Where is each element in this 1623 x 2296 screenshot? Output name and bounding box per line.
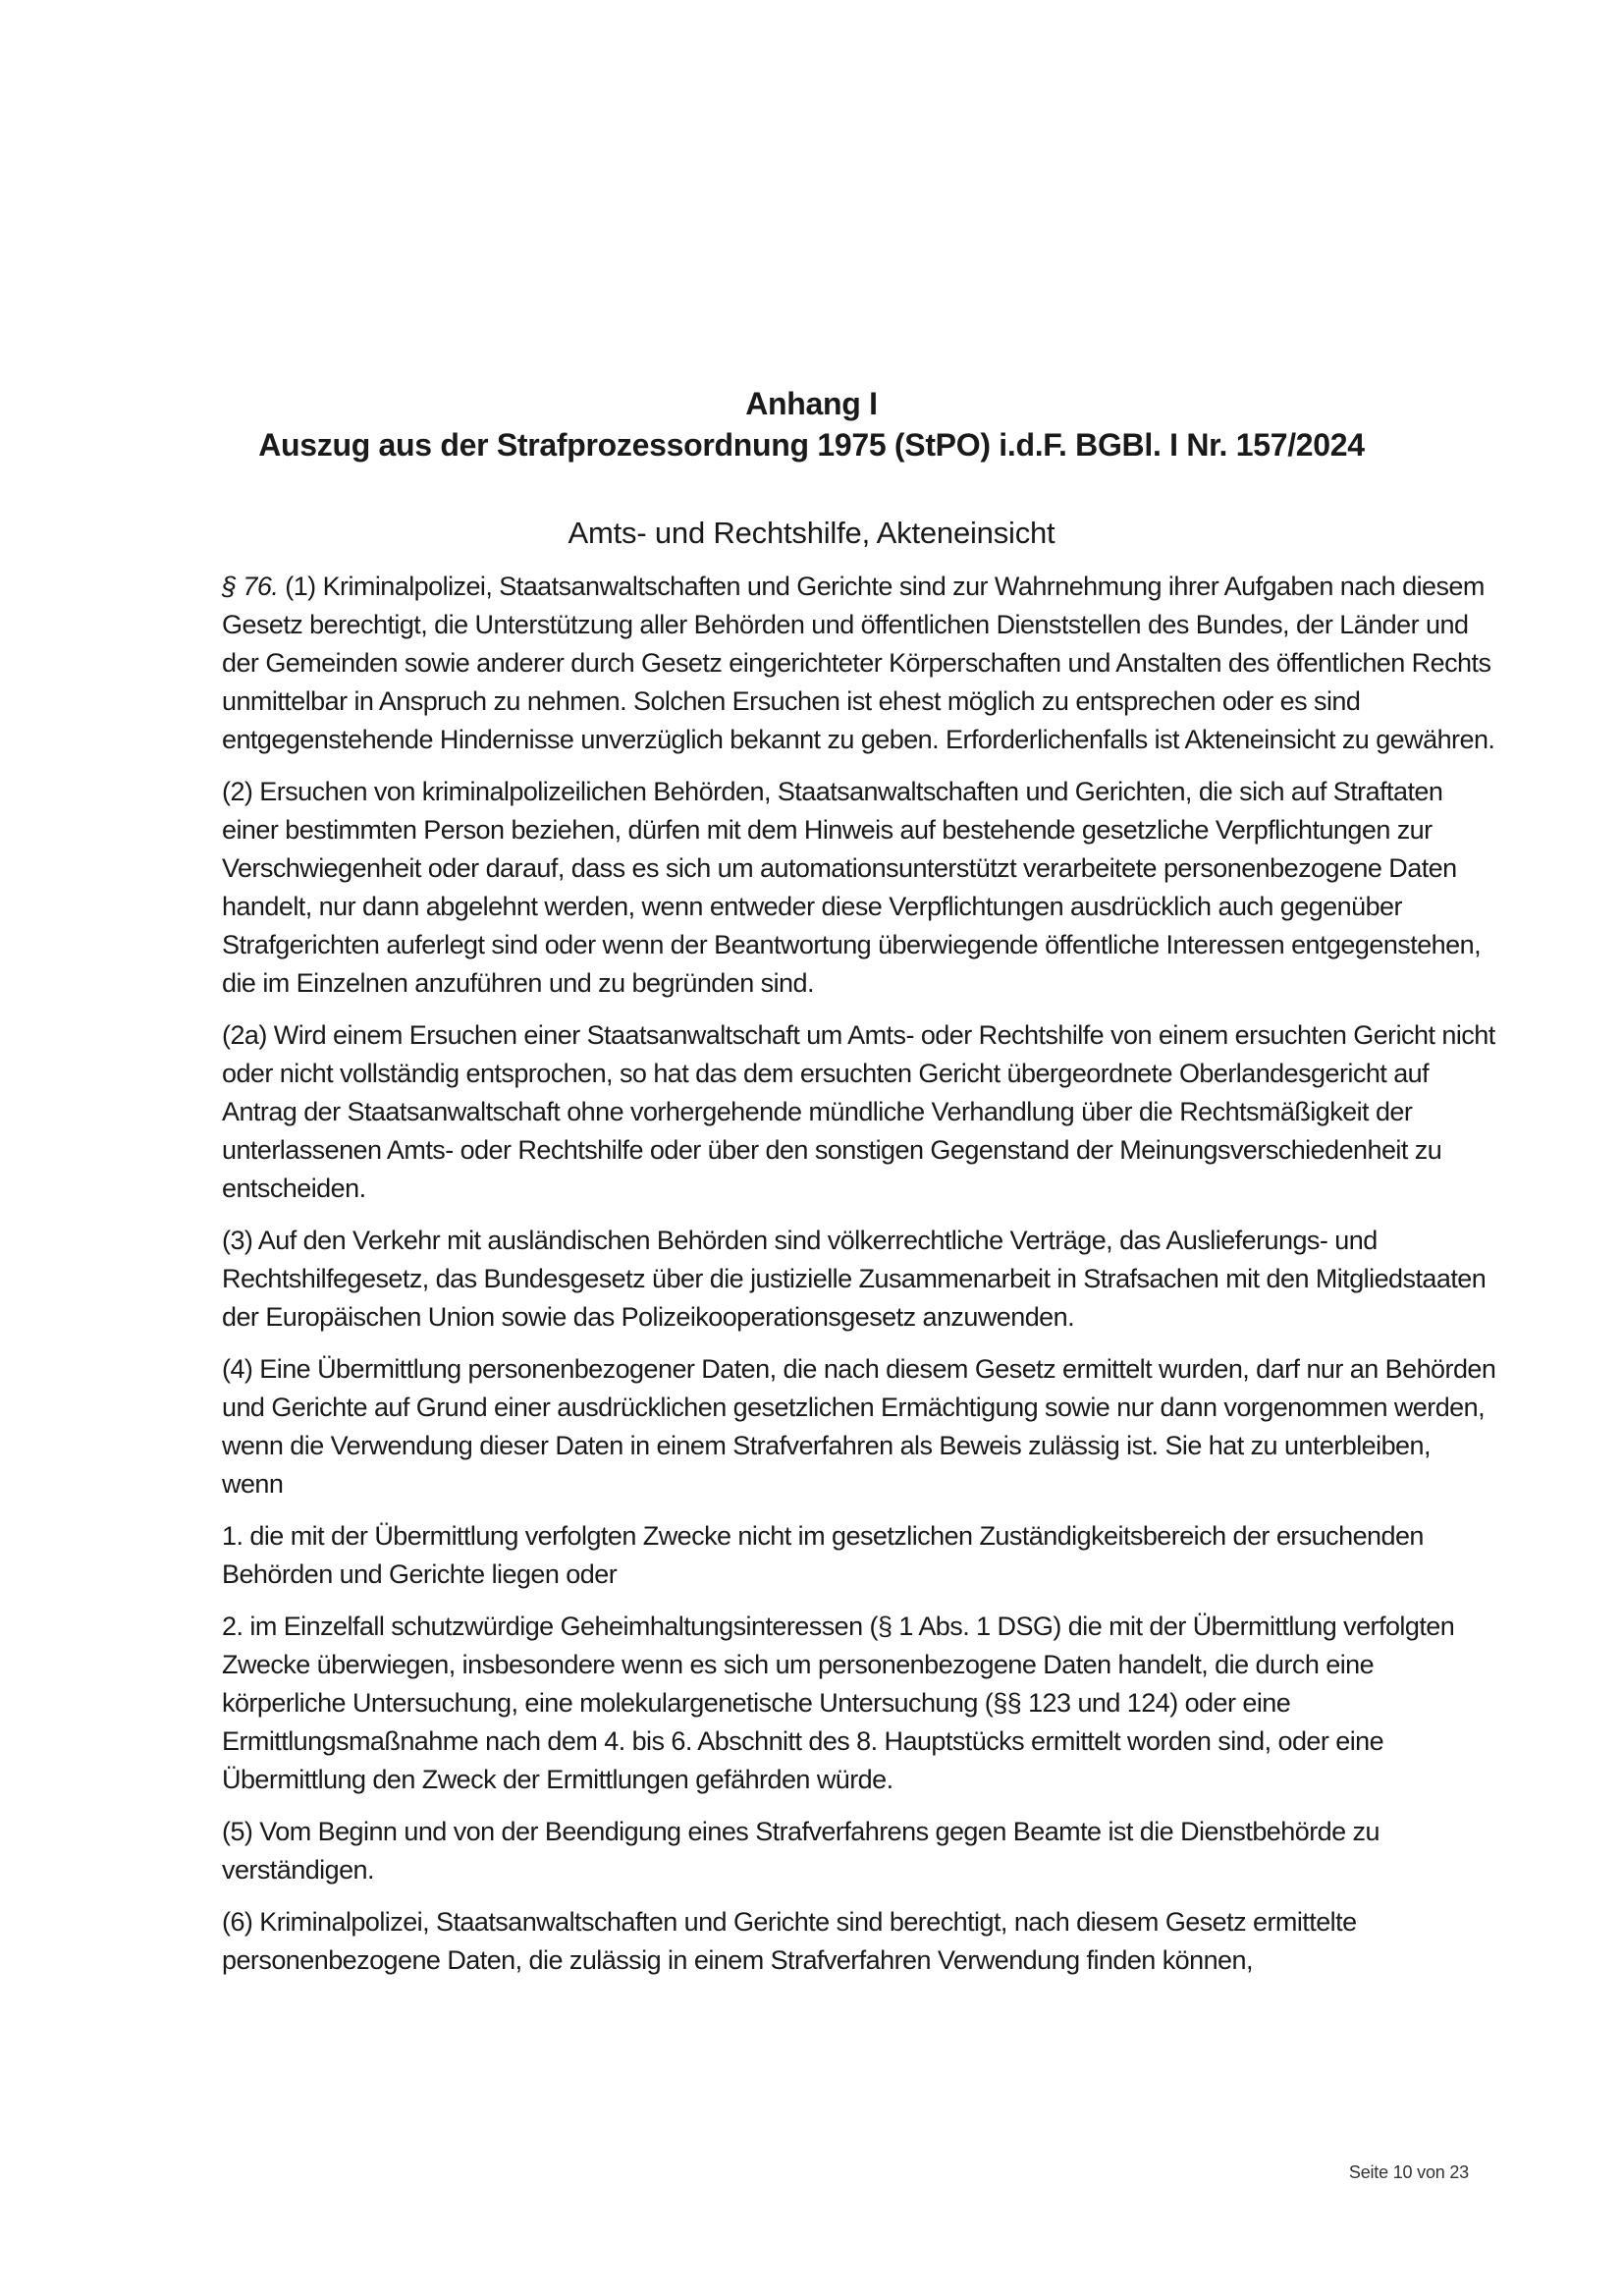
page-number: Seite 10 von 23 bbox=[1348, 2162, 1469, 2182]
list-item-1 bbox=[222, 1517, 1498, 1594]
list-item-2 bbox=[222, 1608, 1498, 1799]
paragraph-text: (1) Kriminalpolizei, Staatsanwaltschaften und Gerichte sind zur Wahrnehmung ihrer Aufgaben nach diesem Gesetz berechtigt, die Unterstützung aller Behörden und öffentlichen Dienststellen des Bundes, der Länder und der Gemeinden sowie anderer durch Gesetz eingerichteter Körperschaften und Anstalten des öffentlichen Rechts unmittelbar in Anspruch zu nehmen. Solchen Ersuchen ist ehest möglich zu entsprechen oder es sind entgegenstehende Hindernisse unverzüglich bekannt zu geben. Erforderlichenfalls ist Akteneinsicht zu gewähren. bbox=[222, 572, 1495, 754]
paragraph-76-2 bbox=[222, 773, 1498, 1003]
paragraph-text: (2) Ersuchen von kriminalpolizeilichen Behörden, Staatsanwaltschaften und Gerichten, die sich auf Straftaten einer bestimmten Person beziehen, dürfen mit dem Hinweis auf bestehende gesetzliche Verpflichtungen zur Verschwiegenheit oder darauf, dass es sich um automationsunterstützt verarbeitete personenbezogene Daten handelt, nur dann abgelehnt werden, wenn entweder diese Verpflichtungen ausdrücklich auch gegenüber Strafgerichten auferlegt sind oder wenn der Beantwortung überwiegende öffentliche Interessen entgegenstehen, die im Einzelnen anzuführen und zu begründen sind. bbox=[222, 777, 1482, 998]
paragraph-text: (2a) Wird einem Ersuchen einer Staatsanwaltschaft um Amts- oder Rechtshilfe von einem ersuchten Gericht nicht oder nicht vollständig entsprochen, so hat das dem ersuchten Gericht übergeordnete Oberlandesgericht auf Antrag der Staatsanwaltschaft ohne vorhergehende mündliche Verhandlung über die Rechtsmäßigkeit der unterlassenen Amts- oder Rechtshilfe oder über den sonstigen Gegenstand der Meinungsverschiedenheit zu entscheiden. bbox=[222, 1020, 1495, 1203]
section-heading: Amts- und Rechtshilfe, Akteneinsicht bbox=[568, 516, 1055, 550]
paragraph-text: 2. im Einzelfall schutzwürdige Geheimhaltungsinteressen (§ 1 Abs. 1 DSG) die mit der Übermittlung verfolgten Zwecke überwiegen, insbesondere wenn es sich um personenbezogene Daten handelt, die durch eine körperliche Untersuchung, eine molekulargenetische Untersuchung (§§ 123 und 124) oder eine Ermittlungsmaßnahme nach dem 4. bis 6. Abschnitt des 8. Hauptstücks ermittelt worden sind, oder eine Übermittlung den Zweck der Ermittlungen gefährden würde. bbox=[222, 1612, 1455, 1794]
paragraph-text: (5) Vom Beginn und von der Beendigung eines Strafverfahrens gegen Beamte ist die Dienstbehörde zu verständigen. bbox=[222, 1817, 1380, 1885]
body-text bbox=[222, 568, 1498, 1994]
paragraph-text: 1. die mit der Übermittlung verfolgten Zwecke nicht im gesetzlichen Zuständigkeitsbereich der ersuchenden Behörden und Gerichte liegen oder bbox=[222, 1521, 1424, 1589]
paragraph-text: (6) Kriminalpolizei, Staatsanwaltschaften und Gerichte sind berechtigt, nach diesem Gesetz ermittelte personenbezogene Daten, die zulässig in einem Strafverfahren Verwendung finden können, bbox=[222, 1907, 1357, 1975]
paragraph-76-2a bbox=[222, 1016, 1498, 1208]
section-number: § 76. bbox=[222, 572, 279, 601]
title-block bbox=[196, 383, 1427, 465]
paragraph-76-3 bbox=[222, 1222, 1498, 1337]
paragraph-76-4 bbox=[222, 1350, 1498, 1503]
paragraph-76-1 bbox=[222, 568, 1498, 759]
paragraph-text: (3) Auf den Verkehr mit ausländischen Behörden sind völkerrechtliche Verträge, das Auslieferungs- und Rechtshilfegesetz, das Bundesgesetz über die justizielle Zusammenarbeit in Strafsachen mit den Mitgliedstaaten der Europäischen Union sowie das Polizeikooperationsgesetz anzuwenden. bbox=[222, 1226, 1487, 1332]
paragraph-text: (4) Eine Übermittlung personenbezogener Daten, die nach diesem Gesetz ermittelt wurden, darf nur an Behörden und Gerichte auf Grund einer ausdrücklichen gesetzlichen Ermächtigung sowie nur dann vorgenommen werden, wenn die Verwendung dieser Daten in einem Strafverfahren als Beweis zulässig ist. Sie hat zu unterbleiben, wenn bbox=[222, 1354, 1496, 1499]
annex-title: Anhang I bbox=[745, 386, 878, 421]
document-subtitle: Auszug aus der Strafprozessordnung 1975 (StPO) i.d.F. BGBl. I Nr. 157/2024 bbox=[258, 427, 1365, 463]
paragraph-76-6 bbox=[222, 1903, 1498, 1980]
paragraph-76-5 bbox=[222, 1813, 1498, 1889]
